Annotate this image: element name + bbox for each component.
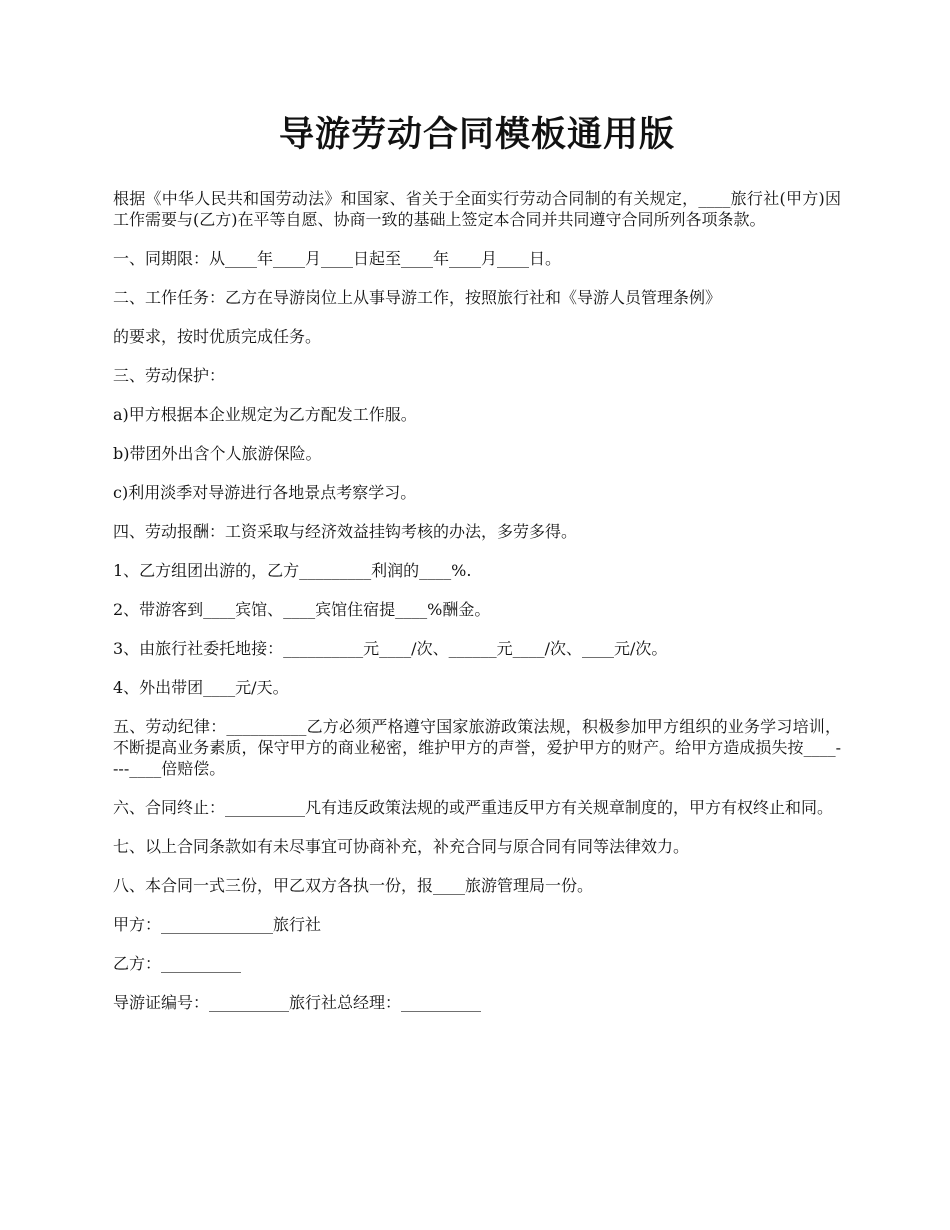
- party-a-signature-line: 甲方：______________旅行社: [113, 915, 322, 934]
- intro-paragraph: 根据《中华人民共和国劳动法》和国家、省关于全面实行劳动合同制的有关规定，____旅行社(甲方)因工作需要与(乙方)在平等自愿、协商一致的基础上签定本合同并共同遵守合同所列各项条款。: [113, 189, 841, 229]
- clause-discipline: 五、劳动纪律：__________乙方必须严格遵守国家旅游政策法规，积极参加甲方组织的业务学习培训，不断提高业务素质，保守甲方的商业秘密，维护甲方的声誉，爱护甲方的财产。给甲方造成损失按____----____倍赔偿。: [113, 717, 841, 778]
- clause-termination: 六、合同终止：__________凡有违反政策法规的或严重违反甲方有关规章制度的，甲方有权终止和同。: [113, 798, 834, 817]
- document-title: 导游劳动合同模板通用版: [278, 114, 675, 155]
- labor-protection-item-a: a)甲方根据本企业规定为乙方配发工作服。: [113, 405, 417, 424]
- clause-copies: 八、本合同一式三份，甲乙双方各执一份，报____旅游管理局一份。: [113, 876, 594, 895]
- clause-supplement: 七、以上合同条款如有未尽事宜可协商补充，补充合同与原合同有同等法律效力。: [113, 837, 690, 856]
- party-b-signature-line: 乙方：__________: [113, 954, 242, 973]
- clause-labor-protection: 三、劳动保护：: [113, 366, 226, 385]
- remuneration-item-1: 1、乙方组团出游的，乙方_________利润的____%.: [113, 561, 472, 580]
- remuneration-item-3: 3、由旅行社委托地接：__________元____/次、______元____/次、____元/次。: [113, 639, 668, 658]
- guide-id-manager-line: 导游证编号：__________旅行社总经理：__________: [113, 993, 482, 1012]
- clause-term: 一、同期限：从____年____月____日起至____年____月____日。: [113, 249, 562, 268]
- remuneration-item-2: 2、带游客到____宾馆、____宾馆住宿提____%酬金。: [113, 600, 491, 619]
- labor-protection-item-b: b)带团外出含个人旅游保险。: [113, 444, 322, 463]
- labor-protection-item-c: c)利用淡季对导游进行各地景点考察学习。: [113, 483, 417, 502]
- clause-work-task: 二、工作任务：乙方在导游岗位上从事导游工作，按照旅行社和《导游人员管理条例》: [113, 288, 722, 307]
- clause-remuneration: 四、劳动报酬：工资采取与经济效益挂钩考核的办法，多劳多得。: [113, 522, 578, 541]
- document-page: [113, 110, 841, 1031]
- remuneration-item-4: 4、外出带团____元/天。: [113, 678, 289, 697]
- clause-work-task-continued: 的要求，按时优质完成任务。: [113, 327, 322, 346]
